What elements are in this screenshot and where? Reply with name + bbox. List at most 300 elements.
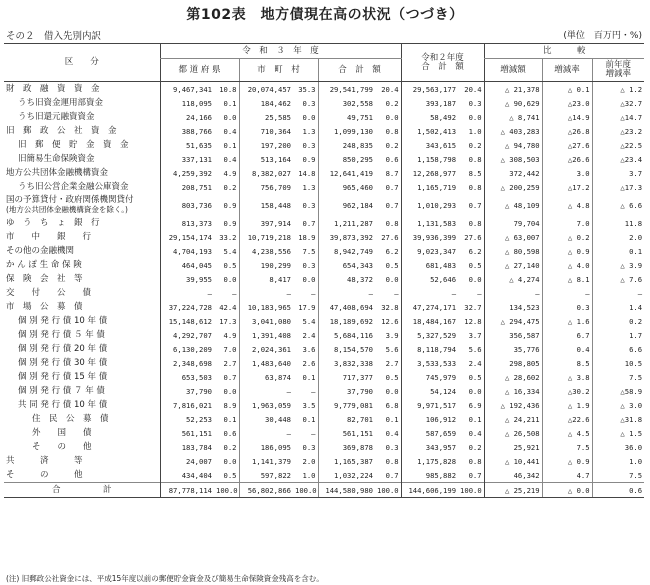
cell-d: – <box>484 286 542 300</box>
cell-r: 0.4 <box>542 342 592 356</box>
cell-tv: 302,558 <box>318 96 375 110</box>
cell-pv: 24,007 <box>160 454 214 468</box>
cell-tp: 0.7 <box>385 470 399 480</box>
cell-tp: 0.6 <box>385 154 399 164</box>
cell-r: 7.5 <box>542 440 592 454</box>
cell-d: 372,442 <box>484 166 542 180</box>
cell-rv: 1,175,828 <box>401 454 458 468</box>
cell-pv: 803,736 <box>160 194 214 216</box>
cell-rv: 47,274,171 <box>401 300 458 314</box>
cell-mv: 197,200 <box>239 138 293 152</box>
cell-tv: 37,790 <box>318 384 375 398</box>
cell-rp: 6.9 <box>468 400 482 410</box>
cell-pp: 0.4 <box>223 126 237 136</box>
cell-mp: 3.5 <box>302 400 316 410</box>
table-row <box>4 82 644 97</box>
cell-pr: △ 6.6 <box>592 194 644 216</box>
cell-mp: 0.0 <box>302 112 316 122</box>
row-label: 個 別 発 行 債 30 年 債 <box>18 357 108 368</box>
row-label: 財 政 融 資 資 金 <box>6 83 100 94</box>
cell-tv: 654,343 <box>318 258 375 272</box>
cell-mp: 0.3 <box>302 442 316 452</box>
cell-pr: △ 3.9 <box>592 258 644 272</box>
cell-tp: – <box>394 288 399 298</box>
cell-tv: 5,684,116 <box>318 328 375 342</box>
cell-pr: 3.7 <box>592 166 644 180</box>
cell-r: △22.6 <box>542 412 592 426</box>
cell-rp: 0.3 <box>468 98 482 108</box>
header-prev-rate-line2: 増減率 <box>605 69 632 79</box>
cell-tp: 6.2 <box>385 246 399 256</box>
cell-pp: 7.0 <box>223 344 237 354</box>
cell-pp: 100.0 <box>214 483 239 498</box>
cell-tv: 1,165,387 <box>318 454 375 468</box>
row-label: 合 計 <box>4 483 160 498</box>
cell-tp: 8.7 <box>385 168 399 178</box>
header-r2 <box>401 44 484 82</box>
cell-r: △ 4.8 <box>542 194 592 216</box>
cell-rp: 0.5 <box>468 260 482 270</box>
cell-r: 0.3 <box>542 300 592 314</box>
cell-pp: 0.6 <box>223 428 237 438</box>
table-row <box>4 96 644 110</box>
cell-mv: 397,914 <box>239 216 293 230</box>
cell-mv: 513,164 <box>239 152 293 166</box>
cell-rv: – <box>401 286 458 300</box>
table-row <box>4 230 644 244</box>
cell-pr: 7.5 <box>592 370 644 384</box>
footnote: (注) 旧郵政公社資金には、平成15年度以前の郵便貯金資金及び簡易生命保険資金残高を含む。 <box>6 574 324 583</box>
cell-pp: 0.0 <box>223 456 237 466</box>
cell-mp: 35.3 <box>298 84 316 94</box>
table-row <box>4 468 644 483</box>
cell-d: △ 25,219 <box>484 483 542 498</box>
cell-tv: 48,372 <box>318 272 375 286</box>
cell-mp: 0.1 <box>302 372 316 382</box>
cell-pr: 1.0 <box>592 454 644 468</box>
cell-r: – <box>542 286 592 300</box>
cell-tv: 29,541,799 <box>318 82 375 97</box>
cell-mp: 100.0 <box>293 483 318 498</box>
cell-r: △ 0.0 <box>542 483 592 498</box>
cell-mv: 63,874 <box>239 370 293 384</box>
cell-d: △ 21,378 <box>484 82 542 97</box>
cell-pp: 4.9 <box>223 330 237 340</box>
cell-pv: 434,404 <box>160 468 214 483</box>
cell-mv: 710,364 <box>239 124 293 138</box>
cell-tv: 8,154,570 <box>318 342 375 356</box>
cell-r: △ 4.5 <box>542 426 592 440</box>
header-r3: 令 和 ３ 年 度 <box>160 44 401 59</box>
cell-pr: – <box>592 286 644 300</box>
cell-mv: 8,417 <box>239 272 293 286</box>
cell-pp: 0.1 <box>223 140 237 150</box>
cell-mv: 1,141,379 <box>239 454 293 468</box>
cell-r: 3.0 <box>542 166 592 180</box>
table-row <box>4 370 644 384</box>
cell-rp: 0.2 <box>468 140 482 150</box>
cell-mv: 10,719,218 <box>239 230 293 244</box>
cell-mv: – <box>239 384 293 398</box>
debt-table <box>4 43 644 498</box>
cell-pr: △ 1.2 <box>592 82 644 97</box>
cell-mv: 3,041,080 <box>239 314 293 328</box>
cell-r: △ 1.9 <box>542 398 592 412</box>
header-diff: 増減額 <box>484 59 542 82</box>
cell-rv: 9,023,347 <box>401 244 458 258</box>
cell-tp: 0.3 <box>385 442 399 452</box>
cell-rp: 0.0 <box>468 274 482 284</box>
cell-d: △ 26,508 <box>484 426 542 440</box>
cell-d: △ 48,109 <box>484 194 542 216</box>
cell-pp: 8.9 <box>223 400 237 410</box>
cell-r: 8.5 <box>542 356 592 370</box>
cell-rv: 39,936,399 <box>401 230 458 244</box>
cell-mp: 0.0 <box>302 274 316 284</box>
cell-rv: 12,268,977 <box>401 166 458 180</box>
cell-rv: 587,659 <box>401 426 458 440</box>
cell-rv: 18,484,167 <box>401 314 458 328</box>
cell-pr: 2.0 <box>592 230 644 244</box>
cell-pr: 36.0 <box>592 440 644 454</box>
header-muni: 市 町 村 <box>239 59 318 82</box>
cell-rp: 0.8 <box>468 154 482 164</box>
cell-rp: 1.0 <box>468 126 482 136</box>
cell-pr: 0.1 <box>592 244 644 258</box>
cell-mp: 0.3 <box>302 140 316 150</box>
table-row <box>4 258 644 272</box>
cell-pp: 33.2 <box>219 232 237 242</box>
cell-pv: 118,095 <box>160 96 214 110</box>
cell-tv: 369,878 <box>318 440 375 454</box>
cell-mp: 0.7 <box>302 218 316 228</box>
cell-pv: 561,151 <box>160 426 214 440</box>
table-row <box>4 286 644 300</box>
cell-rv: 58,492 <box>401 110 458 124</box>
cell-r: △17.2 <box>542 180 592 194</box>
cell-rp: 0.4 <box>468 428 482 438</box>
cell-rp: 3.7 <box>468 330 482 340</box>
row-label: 個 別 発 行 債 ５ 年 債 <box>18 329 105 340</box>
cell-rv: 3,533,533 <box>401 356 458 370</box>
cell-mp: 1.3 <box>302 126 316 136</box>
cell-pp: 42.4 <box>219 302 237 312</box>
cell-mv: 8,382,027 <box>239 166 293 180</box>
cell-rp: 8.5 <box>468 168 482 178</box>
cell-r: △ 0.2 <box>542 230 592 244</box>
cell-tp: 0.2 <box>385 140 399 150</box>
cell-r: △ 0.9 <box>542 244 592 258</box>
cell-pr: 10.5 <box>592 356 644 370</box>
cell-pr: △17.3 <box>592 180 644 194</box>
cell-tp: 0.8 <box>385 218 399 228</box>
cell-tp: 0.0 <box>385 274 399 284</box>
cell-tp: 0.8 <box>385 126 399 136</box>
cell-d: △ 94,780 <box>484 138 542 152</box>
table-row <box>4 384 644 398</box>
cell-pv: 4,259,392 <box>160 166 214 180</box>
cell-mp: – <box>311 386 316 396</box>
cell-mp: – <box>311 428 316 438</box>
cell-mp: 2.0 <box>302 456 316 466</box>
cell-mv: 184,462 <box>239 96 293 110</box>
cell-tv: 18,189,692 <box>318 314 375 328</box>
cell-tp: 0.7 <box>385 200 399 210</box>
cell-pv: 388,766 <box>160 124 214 138</box>
cell-rp: 0.0 <box>468 386 482 396</box>
row-label: 個 別 発 行 債 ７ 年 債 <box>18 385 105 396</box>
cell-pp: 0.5 <box>223 260 237 270</box>
row-label: うち旧還元融資資金 <box>18 111 95 122</box>
cell-rv: 1,165,719 <box>401 180 458 194</box>
cell-rp: 100.0 <box>458 483 484 498</box>
cell-tp: 100.0 <box>375 483 401 498</box>
header-prev-rate-line1: 前年度 <box>605 60 632 70</box>
cell-d: △ 10,441 <box>484 454 542 468</box>
cell-pp: 0.1 <box>223 98 237 108</box>
cell-mv: 20,074,457 <box>239 82 293 97</box>
cell-pr: 6.6 <box>592 342 644 356</box>
cell-mv: 597,822 <box>239 468 293 483</box>
cell-r: △30.2 <box>542 384 592 398</box>
table-row <box>4 166 644 180</box>
cell-mv: – <box>239 286 293 300</box>
cell-tp: 0.0 <box>385 112 399 122</box>
cell-tv: 962,184 <box>318 194 375 216</box>
cell-mp: 18.9 <box>298 232 316 242</box>
table-row <box>4 152 644 166</box>
row-label: 地方公共団体金融機構資金 <box>6 167 109 178</box>
cell-pr: △ 7.6 <box>592 272 644 286</box>
cell-mp: 0.1 <box>302 414 316 424</box>
cell-tp: 0.8 <box>385 456 399 466</box>
row-label: 個 別 発 行 債 10 年 債 <box>18 315 108 326</box>
cell-r: 4.7 <box>542 468 592 483</box>
cell-tv: 248,835 <box>318 138 375 152</box>
cell-rp: 0.8 <box>468 456 482 466</box>
cell-d: 356,587 <box>484 328 542 342</box>
cell-pv: 37,790 <box>160 384 214 398</box>
cell-tp: 6.8 <box>385 400 399 410</box>
cell-mp: 5.4 <box>302 316 316 326</box>
row-label: 共 済 等 <box>6 455 83 466</box>
cell-mv: 56,802,866 <box>239 483 293 498</box>
cell-rp: 0.7 <box>468 200 482 210</box>
cell-tp: 0.4 <box>385 428 399 438</box>
cell-rv: 8,118,794 <box>401 342 458 356</box>
cell-rv: 9,971,517 <box>401 398 458 412</box>
cell-r: △ 8.1 <box>542 272 592 286</box>
cell-pv: 24,166 <box>160 110 214 124</box>
header-compare: 比 較 <box>484 44 644 59</box>
table-row <box>4 398 644 412</box>
cell-pv: – <box>160 286 214 300</box>
cell-tp: 5.6 <box>385 344 399 354</box>
table-row <box>4 244 644 258</box>
cell-d: 35,776 <box>484 342 542 356</box>
cell-tp: 2.7 <box>385 358 399 368</box>
cell-tv: 49,751 <box>318 110 375 124</box>
cell-pp: 4.9 <box>223 168 237 178</box>
cell-rp: 12.8 <box>464 316 482 326</box>
cell-mv: – <box>239 426 293 440</box>
row-label: 旧 郵 政 公 社 資 金 <box>6 125 117 136</box>
cell-rv: 1,131,583 <box>401 216 458 230</box>
cell-mv: 1,963,059 <box>239 398 293 412</box>
row-label: 市 場 公 募 債 <box>6 301 83 312</box>
cell-d: △ 24,211 <box>484 412 542 426</box>
cell-tv: 1,099,130 <box>318 124 375 138</box>
table-row <box>4 483 644 498</box>
cell-rv: 343,957 <box>401 440 458 454</box>
cell-r: △ 0.9 <box>542 454 592 468</box>
cell-pv: 337,131 <box>160 152 214 166</box>
cell-pp: 0.0 <box>223 386 237 396</box>
table-row <box>4 272 644 286</box>
cell-mv: 1,391,408 <box>239 328 293 342</box>
cell-pp: 0.9 <box>223 200 237 210</box>
cell-tv: 12,641,419 <box>318 166 375 180</box>
cell-r: △27.6 <box>542 138 592 152</box>
cell-tp: 3.9 <box>385 330 399 340</box>
row-label: そ の 他 <box>6 469 83 480</box>
cell-pv: 813,373 <box>160 216 214 230</box>
cell-pp: 0.5 <box>223 470 237 480</box>
cell-pr: 0.2 <box>592 314 644 328</box>
cell-mv: 190,299 <box>239 258 293 272</box>
table-body <box>4 82 644 498</box>
cell-rv: 393,187 <box>401 96 458 110</box>
cell-tv: 1,211,287 <box>318 216 375 230</box>
cell-pv: 29,154,174 <box>160 230 214 244</box>
cell-rv: 681,483 <box>401 258 458 272</box>
table-row <box>4 454 644 468</box>
cell-tv: – <box>318 286 375 300</box>
unit-label: (単位 百万円・%) <box>563 31 642 41</box>
cell-mv: 10,183,965 <box>239 300 293 314</box>
row-label: 外 国 債 <box>32 427 92 438</box>
cell-rv: 144,606,199 <box>401 483 458 498</box>
cell-r: △ 0.1 <box>542 82 592 97</box>
cell-mp: 0.9 <box>302 154 316 164</box>
cell-mv: 158,448 <box>239 194 293 216</box>
row-label: 交 付 公 債 <box>6 287 92 298</box>
row-label: 市 中 銀 行 <box>6 231 92 242</box>
header-prev-rate <box>592 59 644 82</box>
cell-mp: 7.5 <box>302 246 316 256</box>
cell-mp: 0.3 <box>302 98 316 108</box>
cell-pv: 51,635 <box>160 138 214 152</box>
cell-pp: 0.0 <box>223 112 237 122</box>
cell-mp: 3.6 <box>302 344 316 354</box>
cell-pp: 0.2 <box>223 182 237 192</box>
cell-d: △ 308,503 <box>484 152 542 166</box>
cell-d: △ 8,741 <box>484 110 542 124</box>
cell-tp: 12.6 <box>381 316 399 326</box>
cell-tv: 9,779,081 <box>318 398 375 412</box>
cell-pv: 4,292,707 <box>160 328 214 342</box>
cell-mv: 756,709 <box>239 180 293 194</box>
table-row <box>4 426 644 440</box>
cell-pp: 0.1 <box>223 414 237 424</box>
cell-r: △ 4.0 <box>542 258 592 272</box>
cell-rv: 1,010,293 <box>401 194 458 216</box>
cell-pv: 52,253 <box>160 412 214 426</box>
cell-tv: 1,032,224 <box>318 468 375 483</box>
cell-tv: 965,460 <box>318 180 375 194</box>
cell-tv: 850,295 <box>318 152 375 166</box>
cell-r: △ 3.8 <box>542 370 592 384</box>
cell-rv: 745,979 <box>401 370 458 384</box>
table-row <box>4 328 644 342</box>
cell-pr: △31.8 <box>592 412 644 426</box>
cell-pv: 4,704,193 <box>160 244 214 258</box>
cell-tp: 20.4 <box>381 84 399 94</box>
cell-r: △ 1.6 <box>542 314 592 328</box>
cell-r: △23.0 <box>542 96 592 110</box>
cell-pp: 5.4 <box>223 246 237 256</box>
header-total: 合 計 額 <box>318 59 401 82</box>
cell-rp: 27.6 <box>464 232 482 242</box>
cell-d: △ 90,629 <box>484 96 542 110</box>
cell-r: △14.9 <box>542 110 592 124</box>
table-row <box>4 314 644 328</box>
cell-pr: △23.4 <box>592 152 644 166</box>
row-label: そ の 他 <box>32 441 92 452</box>
cell-mv: 2,024,361 <box>239 342 293 356</box>
table-row <box>4 124 644 138</box>
cell-pp: 17.3 <box>219 316 237 326</box>
cell-pv: 37,224,728 <box>160 300 214 314</box>
cell-rp: 0.7 <box>468 470 482 480</box>
cell-rp: 0.5 <box>468 372 482 382</box>
cell-tv: 561,151 <box>318 426 375 440</box>
cell-d: 79,704 <box>484 216 542 230</box>
cell-d: △ 4,274 <box>484 272 542 286</box>
cell-tp: 0.5 <box>385 372 399 382</box>
cell-pr: 1.4 <box>592 300 644 314</box>
cell-mv: 25,585 <box>239 110 293 124</box>
cell-pr: △23.2 <box>592 124 644 138</box>
cell-rp: 32.7 <box>464 302 482 312</box>
cell-pr: 0.6 <box>592 483 644 498</box>
cell-rv: 1,158,798 <box>401 152 458 166</box>
cell-d: △ 80,598 <box>484 244 542 258</box>
cell-mp: 1.0 <box>302 470 316 480</box>
cell-r: △26.8 <box>542 124 592 138</box>
cell-pr: △32.7 <box>592 96 644 110</box>
cell-pr: 11.8 <box>592 216 644 230</box>
cell-mv: 1,483,640 <box>239 356 293 370</box>
cell-mp: 14.8 <box>298 168 316 178</box>
row-label: 個 別 発 行 債 15 年 債 <box>18 371 108 382</box>
header-pref: 都 道 府 県 <box>160 59 239 82</box>
table-row <box>4 440 644 454</box>
cell-rv: 106,912 <box>401 412 458 426</box>
cell-pv: 208,751 <box>160 180 214 194</box>
row-label: 個 別 発 行 債 20 年 債 <box>18 343 108 354</box>
cell-pp: 0.0 <box>223 274 237 284</box>
row-label: うち旧公営企業金融公庫資金 <box>18 181 129 192</box>
cell-pv: 2,348,698 <box>160 356 214 370</box>
cell-rv: 1,502,413 <box>401 124 458 138</box>
header-r2-line1: 令和２年度 <box>421 52 464 63</box>
cell-pp: – <box>232 288 237 298</box>
table-row <box>4 180 644 194</box>
cell-d: 134,523 <box>484 300 542 314</box>
cell-pr: △58.9 <box>592 384 644 398</box>
cell-pv: 39,955 <box>160 272 214 286</box>
